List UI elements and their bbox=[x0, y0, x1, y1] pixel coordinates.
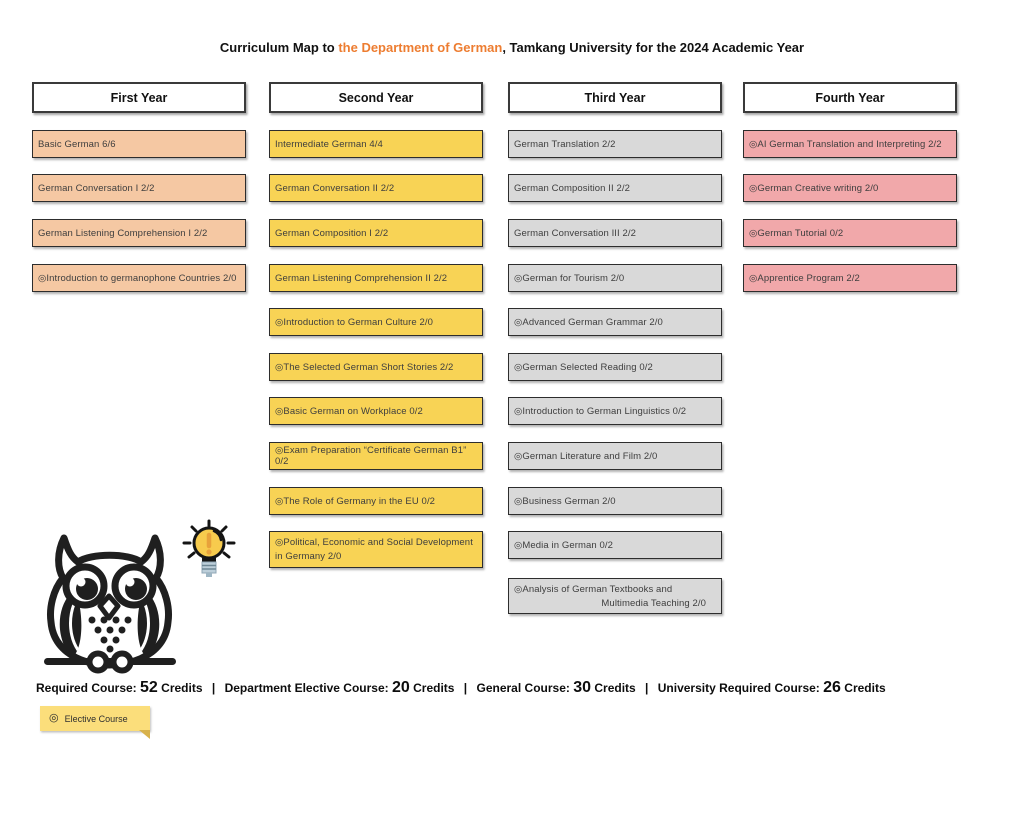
course-box: German Conversation III 2/2 bbox=[508, 219, 722, 247]
course-box: German Listening Comprehension II 2/2 bbox=[269, 264, 483, 292]
course-box: ◎The Role of Germany in the EU 0/2 bbox=[269, 487, 483, 515]
separator: | bbox=[463, 681, 468, 695]
course-box: ◎Basic German on Workplace 0/2 bbox=[269, 397, 483, 425]
course-box: ◎The Selected German Short Stories 2/2 bbox=[269, 353, 483, 381]
course-box: German Conversation II 2/2 bbox=[269, 174, 483, 202]
course-box: German Translation 2/2 bbox=[508, 130, 722, 158]
summary-label: University Required Course: bbox=[657, 681, 820, 695]
summary-unit: Credits bbox=[844, 681, 886, 695]
course-box: ◎German for Tourism 2/0 bbox=[508, 264, 722, 292]
course-box: German Composition I 2/2 bbox=[269, 219, 483, 247]
title-prefix: Curriculum Map to bbox=[219, 40, 339, 55]
credits-summary bbox=[36, 679, 996, 697]
course-line-1: ◎Analysis of German Textbooks and bbox=[514, 584, 673, 595]
course-box: ◎German Literature and Film 2/0 bbox=[508, 442, 722, 470]
summary-credits: 26 bbox=[823, 679, 841, 696]
summary-credits: 20 bbox=[391, 679, 410, 696]
course-box: German Conversation I 2/2 bbox=[32, 174, 246, 202]
course-box: ◎Business German 2/0 bbox=[508, 487, 722, 515]
summary-unit: Credits bbox=[413, 681, 455, 695]
course-line-2: Multimedia Teaching 2/0 bbox=[601, 598, 706, 610]
legend-elective-course bbox=[40, 706, 150, 731]
separator: | bbox=[211, 681, 216, 695]
course-box: ◎German Creative writing 2/0 bbox=[743, 174, 957, 202]
lightbulb-idea-icon bbox=[180, 519, 238, 585]
course-box: ◎Exam Preparation “Certificate German B1” 0/2 bbox=[269, 442, 483, 470]
summary-unit: Credits bbox=[161, 681, 203, 695]
column-third-year bbox=[508, 0, 722, 700]
year-header-third: Third Year bbox=[508, 82, 722, 113]
year-header-fourth: Fourth Year bbox=[743, 82, 957, 113]
course-box: ◎AI German Translation and Interpreting 2/2 bbox=[743, 130, 957, 158]
course-box: ◎Introduction to germanophone Countries 2/0 bbox=[32, 264, 246, 292]
year-header-first: First Year bbox=[32, 82, 246, 113]
summary-label: Required Course: bbox=[36, 681, 137, 695]
course-box: ◎Apprentice Program 2/2 bbox=[743, 264, 957, 292]
column-second-year bbox=[269, 0, 483, 700]
year-header-second: Second Year bbox=[269, 82, 483, 113]
owl-illustration bbox=[38, 524, 184, 676]
summary-label: Department Elective Course: bbox=[224, 681, 389, 695]
title-suffix: , Tamkang University for the 2024 Academic Year bbox=[502, 40, 805, 55]
course-box: ◎Media in German 0/2 bbox=[508, 531, 722, 559]
course-box: ◎German Tutorial 0/2 bbox=[743, 219, 957, 247]
summary-credits: 30 bbox=[573, 679, 592, 696]
note-fold-corner bbox=[139, 730, 150, 739]
course-box: ◎Advanced German Grammar 2/0 bbox=[508, 308, 722, 336]
course-box: ◎Introduction to German Culture 2/0 bbox=[269, 308, 483, 336]
title-highlight: the Department of German bbox=[338, 40, 503, 55]
course-box: German Listening Comprehension I 2/2 bbox=[32, 219, 246, 247]
summary-credits: 52 bbox=[140, 679, 158, 696]
course-box: Intermediate German 4/4 bbox=[269, 130, 483, 158]
course-box: ◎Introduction to German Linguistics 0/2 bbox=[508, 397, 722, 425]
course-box: German Composition II 2/2 bbox=[508, 174, 722, 202]
summary-label: General Course: bbox=[476, 681, 570, 695]
legend-label: Elective Course bbox=[64, 713, 128, 724]
summary-unit: Credits bbox=[594, 681, 636, 695]
course-box: Basic German 6/6 bbox=[32, 130, 246, 158]
elective-ring-icon: ◎ bbox=[49, 712, 59, 724]
separator: | bbox=[645, 681, 649, 695]
course-box bbox=[508, 578, 722, 614]
column-fourth-year bbox=[743, 0, 957, 700]
course-box: ◎Political, Economic and Social Development in Germany 2/0 bbox=[269, 531, 483, 568]
course-box: ◎German Selected Reading 0/2 bbox=[508, 353, 722, 381]
